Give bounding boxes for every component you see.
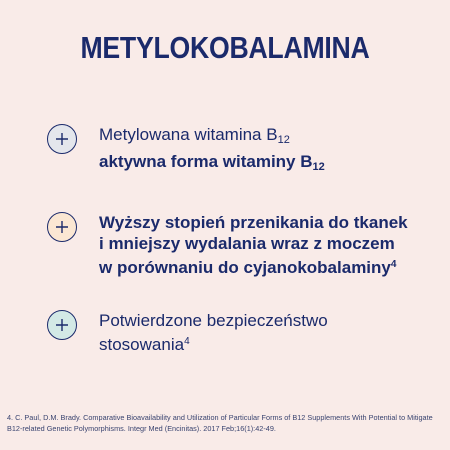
- plus-icon: [47, 212, 77, 242]
- feature-line: w porównaniu do cyjanokobalaminy$^4$: [99, 258, 397, 277]
- feature-methylated: [47, 124, 325, 178]
- plus-icon: [47, 124, 77, 154]
- footnote: [7, 412, 447, 434]
- feature-text: [99, 310, 328, 355]
- feature-text: [99, 124, 325, 178]
- feature-line-bold: aktywna forma witaminy $B_{12}$: [99, 152, 325, 173]
- feature-text: [99, 212, 408, 278]
- footnote-line: 4. C. Paul, D.M. Brady. Comparative Bioavailability and Utilization of Particular Forms of B12 Supplements With Potential to Mitigate: [7, 413, 433, 422]
- feature-line: Metylowana witamina $B_{12}$: [99, 125, 290, 146]
- page-title: METYLOKOBALAMINA: [80, 30, 370, 65]
- feature-line: i mniejszy wydalania wraz z moczem: [99, 234, 395, 253]
- feature-safety: [47, 310, 328, 355]
- plus-icon: [47, 310, 77, 340]
- footnote-line: B12-related Genetic Polymorphisms. Integr Med (Encinitas). 2017 Feb;16(1):42-49.: [7, 424, 276, 433]
- feature-line: stosowania$^4$: [99, 335, 190, 354]
- feature-absorption: [47, 212, 408, 278]
- feature-line: Wyższy stopień przenikania do tkanek: [99, 213, 408, 232]
- feature-line: Potwierdzone bezpieczeństwo: [99, 311, 328, 330]
